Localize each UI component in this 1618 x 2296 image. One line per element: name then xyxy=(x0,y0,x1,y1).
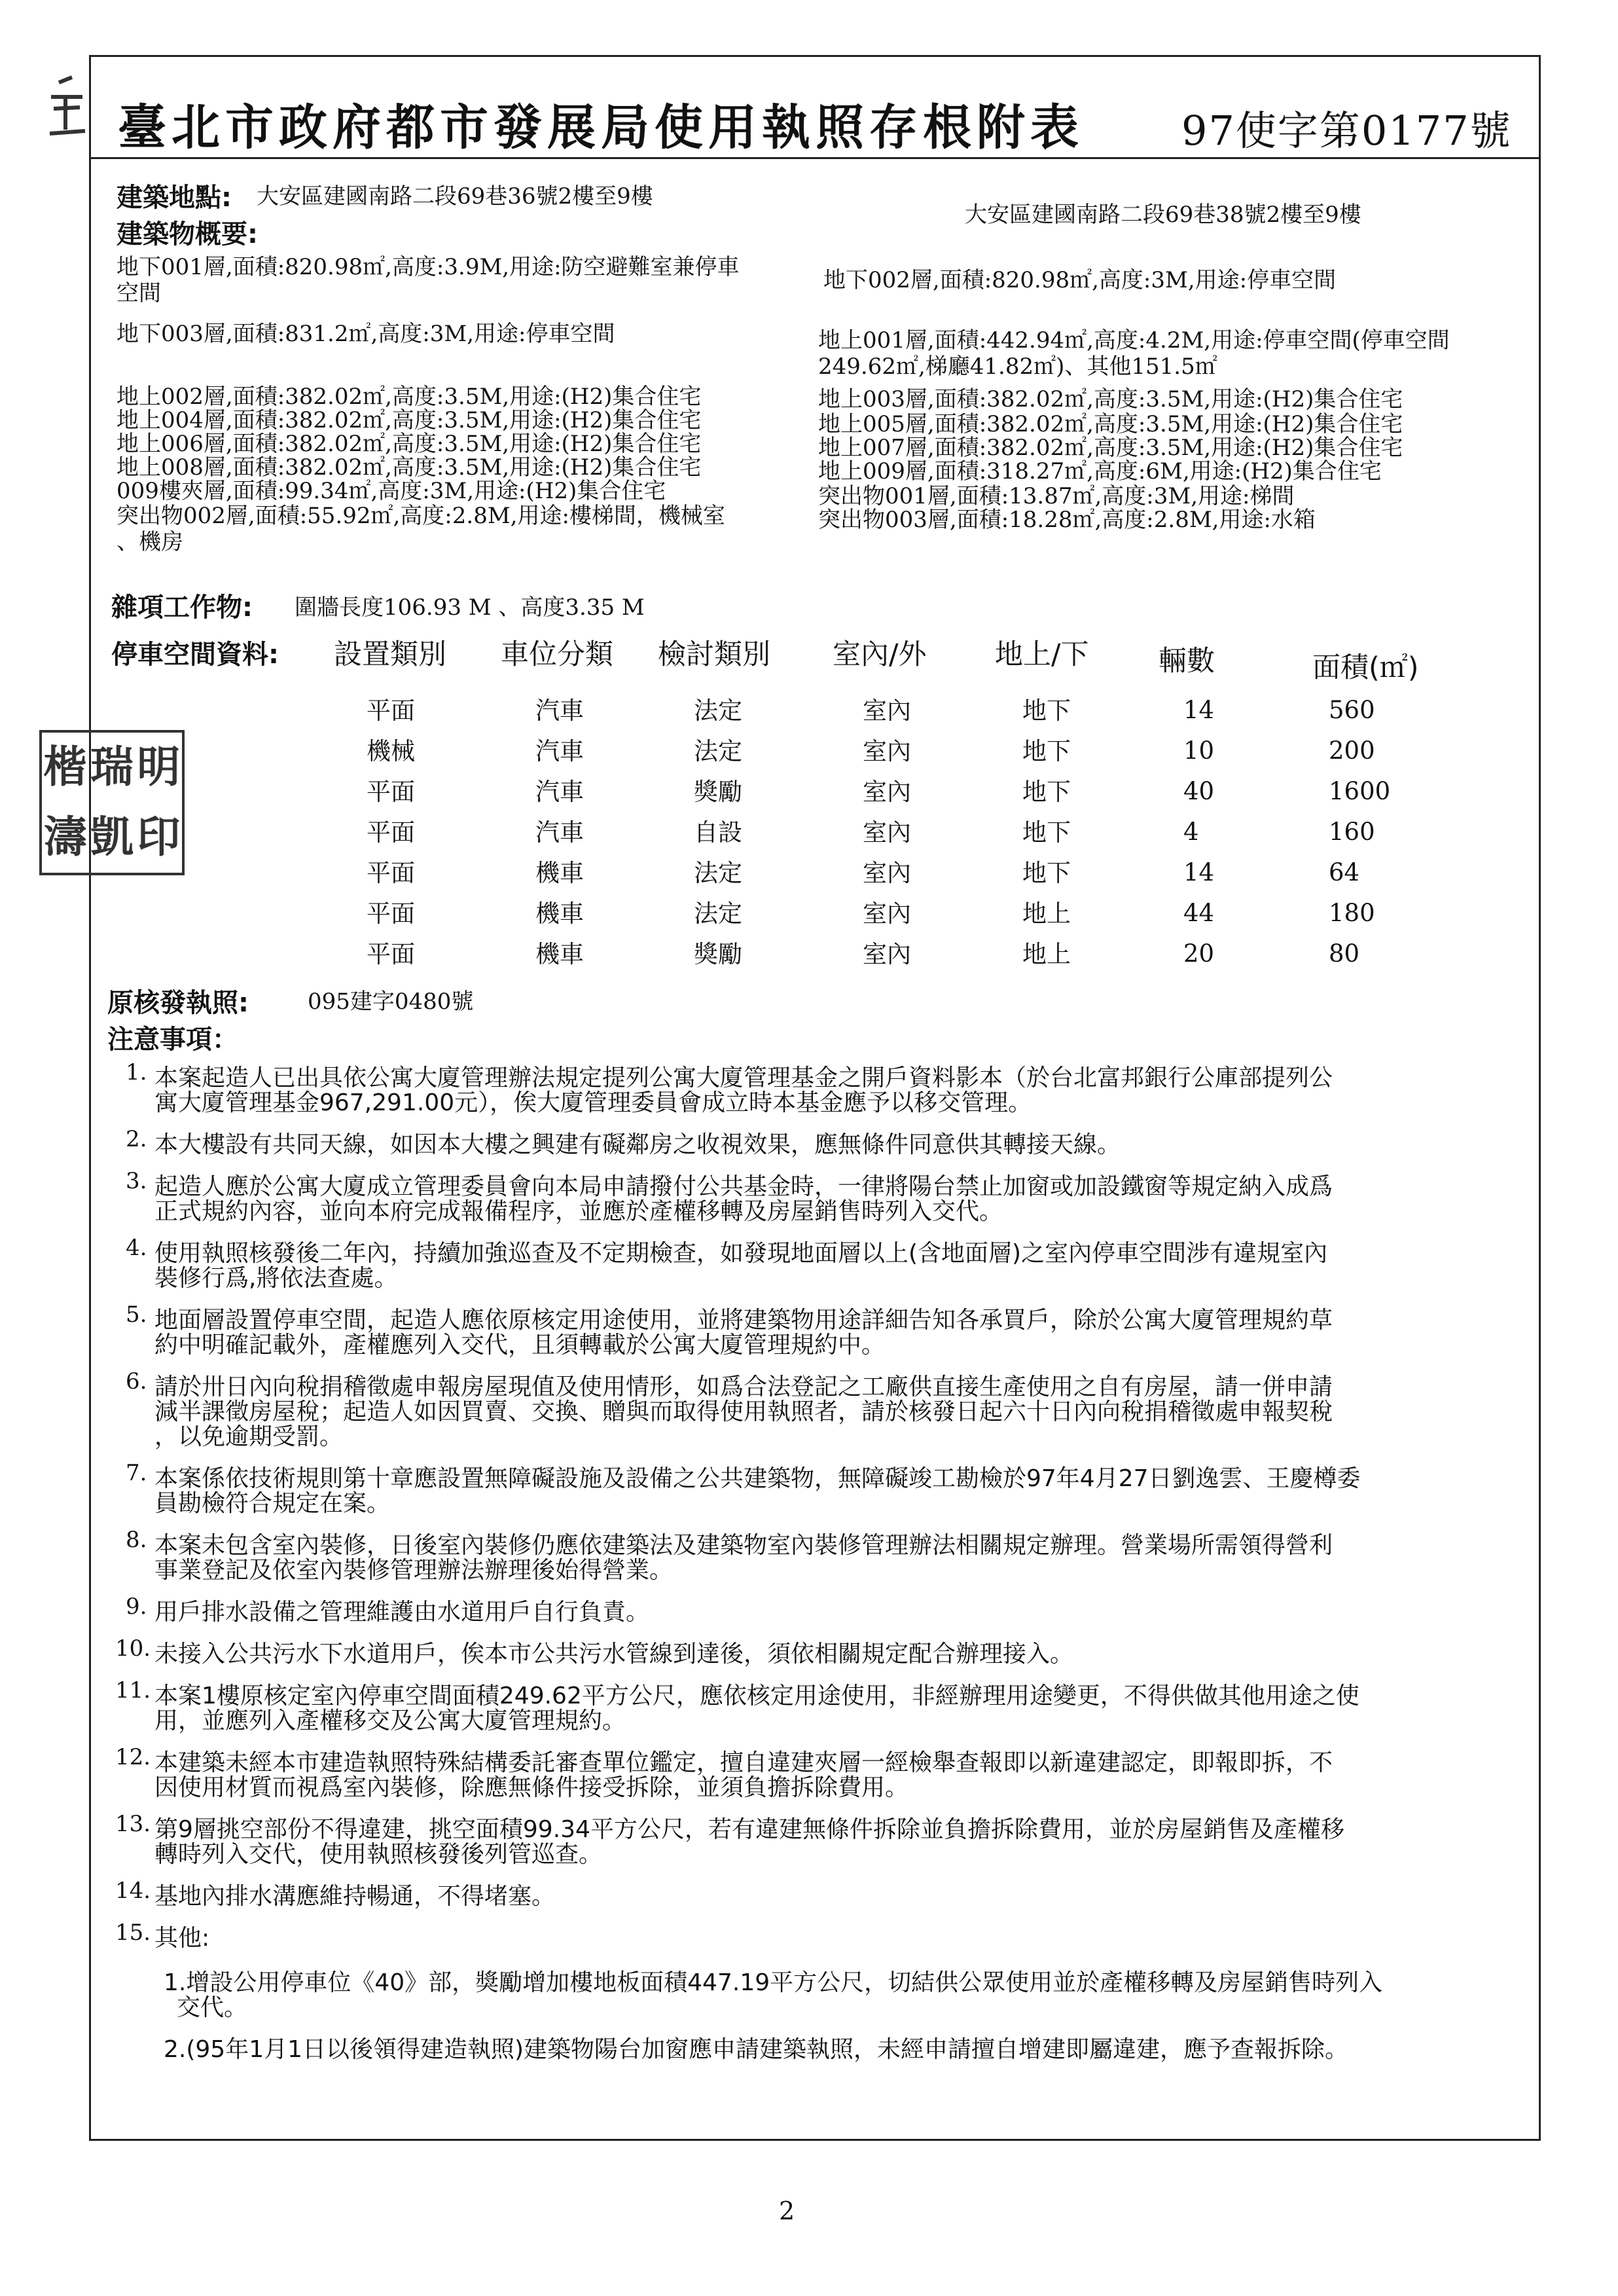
parking-cell: 汽車 xyxy=(535,818,584,847)
note-number: 2. xyxy=(126,1126,147,1152)
official-seal xyxy=(39,730,185,875)
note-number: 14. xyxy=(115,1878,151,1904)
note-number: 5. xyxy=(126,1302,147,1328)
overview-right-line: 地上001層,面積:442.94㎡,高度:4.2M,用途:停車空間(停車空間 xyxy=(818,327,1450,354)
parking-cell: 20 xyxy=(1183,939,1215,968)
permit-number: 97使字第0177號 xyxy=(1181,107,1512,155)
parking-cell: 汽車 xyxy=(535,737,584,765)
note-number: 9. xyxy=(126,1594,147,1620)
overview-left-line: 地上006層,面積:382.02㎡,高度:3.5M,用途:(H2)集合住宅 xyxy=(117,431,702,457)
parking-cell: 地上 xyxy=(1022,940,1071,968)
parking-cell: 室內 xyxy=(863,697,911,725)
parking-cell: 室內 xyxy=(863,900,911,928)
overview-right-line: 地下002層,面積:820.98㎡,高度:3M,用途:停車空間 xyxy=(823,267,1337,293)
note-number: 11. xyxy=(115,1677,151,1704)
parking-label: 停車空間資料: xyxy=(111,640,279,670)
parking-cell: 平面 xyxy=(367,900,415,928)
note-line: ，以免逾期受罰。 xyxy=(154,1423,344,1450)
overview-left-line: 、機房 xyxy=(117,529,183,555)
address-left: 大安區建國南路二段69巷36號2樓至9樓 xyxy=(257,183,653,210)
note-line: 地面層設置停車空間，起造人應依原核定用途使用，並將建築物用途詳細告知各承買戶，除於公寓大廈管理規約草 xyxy=(154,1307,1333,1334)
parking-cell: 160 xyxy=(1329,818,1375,846)
parking-cell: 180 xyxy=(1329,899,1375,927)
other-note-line: 2.(95年1月1日以後領得建造執照)建築物陽台加窗應申請建築執照，未經申請擅自增建即屬違建，應予查報拆除。 xyxy=(164,2036,1349,2063)
note-number: 6. xyxy=(126,1368,147,1394)
parking-cell: 14 xyxy=(1183,696,1215,724)
parking-cell: 地下 xyxy=(1022,859,1071,887)
note-line: 本案係依技術規則第十章應設置無障礙設施及設備之公共建築物，無障礙竣工勘檢於97年4月27日劉逸雲、王慶樽委 xyxy=(154,1465,1361,1492)
parking-cell: 法定 xyxy=(694,737,742,765)
note-line: 本大樓設有共同天線，如因本大樓之興建有礙鄰房之收視效果，應無條件同意供其轉接天線。 xyxy=(154,1131,1121,1158)
note-line: 裝修行爲,將依法查處。 xyxy=(154,1265,398,1292)
parking-cell: 汽車 xyxy=(535,778,584,806)
parking-cell: 機車 xyxy=(535,859,584,887)
parking-header: 面積(㎡) xyxy=(1312,651,1419,684)
parking-cell: 200 xyxy=(1329,737,1375,765)
parking-header: 地上/下 xyxy=(995,638,1089,671)
binding-edge-mark xyxy=(46,71,88,143)
parking-cell: 14 xyxy=(1183,858,1215,886)
parking-cell: 平面 xyxy=(367,859,415,887)
address-label: 建築地點: xyxy=(117,183,232,213)
note-number: 13. xyxy=(115,1811,151,1837)
seal-char: 印 xyxy=(137,811,181,862)
seal-char: 濤 xyxy=(43,811,87,862)
note-line: 請於卅日內向稅捐稽徵處申報房屋現值及使用情形，如爲合法登記之工廠供直接生產使用之自有房屋，請一併申請 xyxy=(154,1374,1333,1400)
note-number: 4. xyxy=(126,1235,147,1261)
overview-right-line: 突出物001層,面積:13.87㎡,高度:3M,用途:梯間 xyxy=(818,483,1295,509)
parking-cell: 地上 xyxy=(1022,900,1071,928)
overview-right-line: 地上007層,面積:382.02㎡,高度:3.5M,用途:(H2)集合住宅 xyxy=(818,435,1403,461)
note-line: 用戶排水設備之管理維護由水道用戶自行負責。 xyxy=(154,1599,650,1626)
overview-right-line: 突出物003層,面積:18.28㎡,高度:2.8M,用途:水箱 xyxy=(818,507,1316,533)
parking-cell: 10 xyxy=(1183,737,1215,765)
overview-left-line: 地上004層,面積:382.02㎡,高度:3.5M,用途:(H2)集合住宅 xyxy=(117,407,702,433)
parking-cell: 地下 xyxy=(1022,737,1071,765)
note-line: 事業登記及依室內裝修管理辦法辦理後始得營業。 xyxy=(154,1557,674,1584)
parking-header: 設置類別 xyxy=(334,638,446,671)
parking-cell: 機車 xyxy=(535,940,584,968)
parking-cell: 室內 xyxy=(863,859,911,887)
note-line: 未接入公共污水下水道用戶，俟本市公共污水管線到達後，須依相關規定配合辦理接入。 xyxy=(154,1641,1074,1667)
parking-cell: 40 xyxy=(1183,777,1215,805)
note-number: 12. xyxy=(115,1744,151,1770)
parking-cell: 法定 xyxy=(694,697,742,725)
parking-cell: 法定 xyxy=(694,859,742,887)
note-line: 轉時列入交代，使用執照核發後列管巡查。 xyxy=(154,1841,603,1868)
parking-header: 檢討類別 xyxy=(658,638,770,671)
overview-right-line: 249.62㎡,梯廳41.82㎡)、其他151.5㎡ xyxy=(818,354,1217,380)
parking-cell: 560 xyxy=(1329,696,1375,724)
parking-cell: 汽車 xyxy=(535,697,584,725)
parking-cell: 44 xyxy=(1183,899,1215,927)
parking-cell: 法定 xyxy=(694,900,742,928)
parking-cell: 室內 xyxy=(863,737,911,765)
parking-cell: 平面 xyxy=(367,818,415,847)
parking-cell: 平面 xyxy=(367,940,415,968)
note-line: 用，並應列入產權移交及公寓大廈管理規約。 xyxy=(154,1707,626,1734)
notes-label: 注意事項： xyxy=(107,1025,238,1055)
seal-char: 凱 xyxy=(90,811,134,862)
parking-cell: 1600 xyxy=(1329,777,1391,805)
note-number: 8. xyxy=(126,1527,147,1553)
misc-works-value: 圍牆長度106.93 M 、高度3.35 M xyxy=(295,594,645,621)
note-line: 本案起造人已出具依公寓大廈管理辦法規定提列公寓大廈管理基金之開戶資料影本（於台北富邦銀行公庫部提列公 xyxy=(154,1065,1333,1091)
overview-left-line: 突出物002層,面積:55.92㎡,高度:2.8M,用途:樓梯間，機械室 xyxy=(117,503,725,529)
overview-right-line: 地上009層,面積:318.27㎡,高度:6M,用途:(H2)集合住宅 xyxy=(818,458,1382,484)
parking-cell: 獎勵 xyxy=(694,778,742,806)
original-permit-value: 095建字0480號 xyxy=(308,989,474,1015)
parking-cell: 80 xyxy=(1329,939,1360,968)
note-line: 基地內排水溝應維持暢通，不得堵塞。 xyxy=(154,1883,556,1910)
note-line: 本建築未經本市建造執照特殊結構委託審查單位鑑定，擅自違建夾層一經檢舉查報即以新違建認定，即報即拆，不 xyxy=(154,1749,1333,1776)
seal-char: 瑞 xyxy=(90,741,134,792)
parking-header: 車位分類 xyxy=(501,638,613,671)
overview-left-line: 地下001層,面積:820.98㎡,高度:3.9M,用途:防空避難室兼停車 xyxy=(117,254,740,280)
note-line: 減半課徵房屋稅；起造人如因買賣、交換、贈與而取得使用執照者，請於核發日起六十日內向稅捐稽徵處申報契稅 xyxy=(154,1398,1333,1425)
note-line: 第9層挑空部份不得違建，挑空面積99.34平方公尺，若有違建無條件拆除並負擔拆除費用，並於房屋銷售及產權移 xyxy=(154,1816,1344,1843)
note-line: 本案未包含室內裝修，日後室內裝修仍應依建築法及建築物室內裝修管理辦法相關規定辦理。營業場所需領得營利 xyxy=(154,1532,1333,1559)
note-line: 因使用材質而視爲室內裝修，除應無條件接受拆除，並須負擔拆除費用。 xyxy=(154,1774,909,1801)
overview-left-line: 地下003層,面積:831.2㎡,高度:3M,用途:停車空間 xyxy=(117,321,615,347)
parking-cell: 地下 xyxy=(1022,778,1071,806)
misc-works-label: 雜項工作物: xyxy=(111,592,253,623)
original-permit-label: 原核發執照: xyxy=(107,988,249,1018)
note-line: 約中明確記載外，產權應列入交代，且須轉載於公寓大廈管理規約中。 xyxy=(154,1332,886,1358)
parking-cell: 室內 xyxy=(863,940,911,968)
overview-left-line: 空間 xyxy=(117,280,161,306)
note-number: 15. xyxy=(115,1920,151,1946)
parking-cell: 地下 xyxy=(1022,818,1071,847)
parking-cell: 4 xyxy=(1183,818,1199,846)
seal-char: 明 xyxy=(137,741,181,792)
seal-char: 楷 xyxy=(43,741,87,792)
other-note-line: 1.增設公用停車位《40》部，獎勵增加樓地板面積447.19平方公尺，切結供公眾使用並於產權移轉及房屋銷售時列入 xyxy=(164,1969,1383,1996)
note-line: 寓大廈管理基金967,291.00元），俟大廈管理委員會成立時本基金應予以移交管理。 xyxy=(154,1089,1032,1116)
parking-header: 輛數 xyxy=(1159,645,1215,678)
address-right: 大安區建國南路二段69巷38號2樓至9樓 xyxy=(965,202,1361,228)
parking-cell: 室內 xyxy=(863,778,911,806)
parking-cell: 機車 xyxy=(535,900,584,928)
note-number: 7. xyxy=(126,1460,147,1486)
note-line: 使用執照核發後二年內，持續加強巡查及不定期檢查，如發現地面層以上(含地面層)之室內停車空間涉有違規室內 xyxy=(154,1240,1328,1267)
note-line: 員勘檢符合規定在案。 xyxy=(154,1490,391,1517)
overview-left-line: 009樓夾層,面積:99.34㎡,高度:3M,用途:(H2)集合住宅 xyxy=(117,478,666,504)
parking-cell: 地下 xyxy=(1022,697,1071,725)
parking-cell: 64 xyxy=(1329,858,1360,886)
note-number: 10. xyxy=(115,1635,151,1662)
parking-cell: 平面 xyxy=(367,697,415,725)
parking-cell: 平面 xyxy=(367,778,415,806)
parking-cell: 機械 xyxy=(367,737,415,765)
parking-cell: 獎勵 xyxy=(694,940,742,968)
parking-header: 室內/外 xyxy=(833,638,927,671)
note-line: 起造人應於公寓大廈成立管理委員會向本局申請撥付公共基金時，一律將陽台禁止加窗或加設鐵窗等規定納入成爲 xyxy=(154,1173,1333,1200)
note-number: 1. xyxy=(126,1059,147,1085)
other-note-line: 交代。 xyxy=(177,1994,248,2021)
parking-cell: 自設 xyxy=(694,818,742,847)
note-line: 本案1樓原核定室內停車空間面積249.62平方公尺，應依核定用途使用，非經辦理用途變更，不得供做其他用途之使 xyxy=(154,1683,1359,1709)
note-line: 正式規約內容，並向本府完成報備程序，並應於產權移轉及房屋銷售時列入交代。 xyxy=(154,1198,1003,1225)
parking-cell: 室內 xyxy=(863,818,911,847)
note-line: 其他: xyxy=(154,1925,210,1952)
page-number: 2 xyxy=(779,2196,795,2225)
overview-right-line: 地上003層,面積:382.02㎡,高度:3.5M,用途:(H2)集合住宅 xyxy=(818,386,1403,412)
overview-right-line: 地上005層,面積:382.02㎡,高度:3.5M,用途:(H2)集合住宅 xyxy=(818,411,1403,437)
overview-left-line: 地上002層,面積:382.02㎡,高度:3.5M,用途:(H2)集合住宅 xyxy=(117,384,702,410)
overview-left-line: 地上008層,面積:382.02㎡,高度:3.5M,用途:(H2)集合住宅 xyxy=(117,454,702,481)
document-title: 臺北市政府都市發展局使用執照存根附表 xyxy=(118,100,1084,156)
overview-label: 建築物概要: xyxy=(117,219,258,249)
note-number: 3. xyxy=(126,1168,147,1194)
